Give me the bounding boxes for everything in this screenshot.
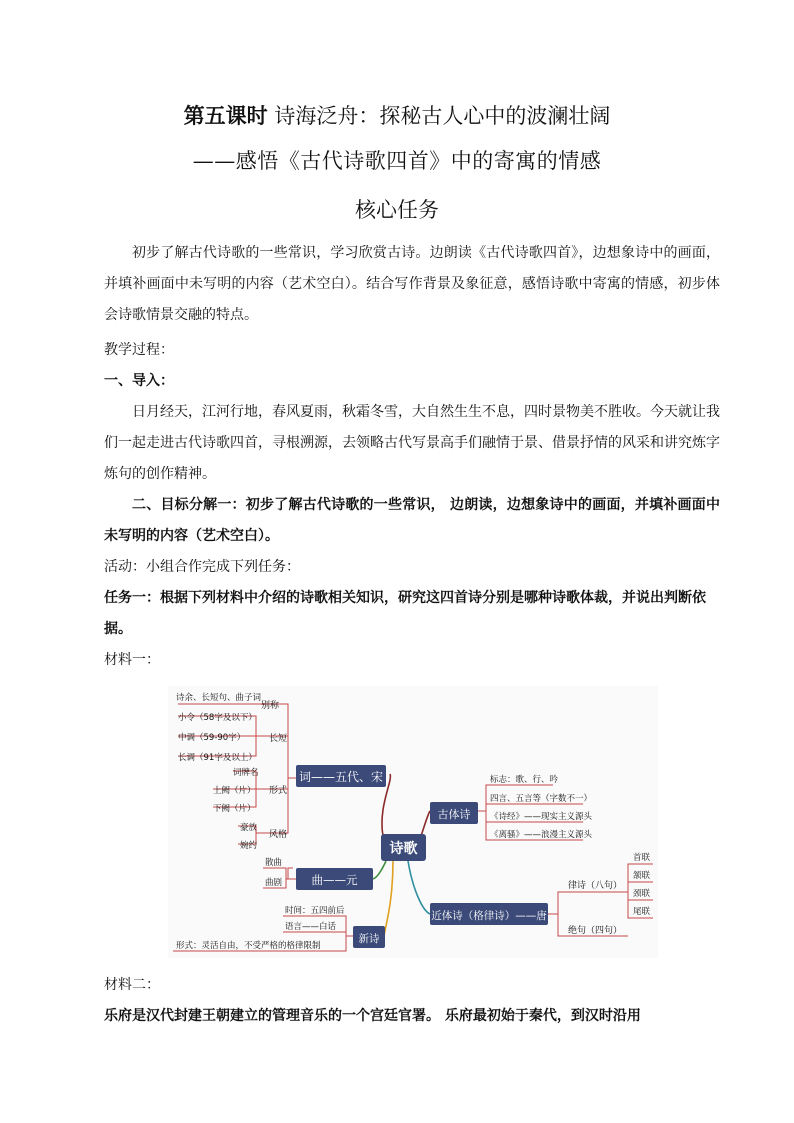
intro-paragraph: 初步了解古代诗歌的一些常识，学习欣赏古诗。边朗读《古代诗歌四首》，边想象诗中的画面，并填补画面中未写明的内容（艺术空白）。结合写作背景及象征意，感悟诗歌中寄寓的情感，初步体会诗歌情景交融的特点。 — [104, 245, 720, 323]
activity-line: 活动：小组合作完成下列任务： — [104, 559, 300, 575]
branch-xinshi-line — [384, 861, 393, 936]
material1-label: 材料一： — [104, 652, 160, 668]
xinshi-item-2: 语言——白话 — [285, 922, 337, 932]
ci-bieming: 别称 — [260, 701, 280, 711]
jinti-lvshi: 律诗（八句） — [568, 881, 623, 891]
lvshi-item-2: 颔联 — [633, 871, 651, 881]
guti-label: 古体诗 — [437, 808, 471, 821]
ci-fengge-1: 豪放 — [240, 823, 258, 833]
material2-label: 材料二： — [104, 977, 160, 993]
lesson-title — [0, 100, 794, 132]
section2-heading: 二、目标分解一：初步了解古代诗歌的一些常识， 边朗读，边想象诗中的画面，并填补画面中未写明的内容（艺术空白）。 — [104, 497, 720, 544]
ci-changduan-1: 小令（58字及以下） — [178, 713, 257, 723]
ci-xingshi-1: 词牌名 — [233, 768, 259, 778]
ci-label: 词——五代、宋 — [298, 770, 384, 784]
lvshi-item-3: 颈联 — [633, 889, 651, 899]
qu-label: 曲——元 — [311, 873, 358, 887]
branch-qu-line — [373, 861, 386, 879]
guti-item-3: 《诗经》——现实主义源头 — [490, 812, 593, 822]
xinshi-item-3: 形式：灵活自由，不受严格的格律限制 — [176, 941, 321, 951]
process-label-text: 教学过程： — [104, 342, 174, 358]
lesson-subtitle: ——感悟《古代诗歌四首》中的寄寓的情感 — [192, 149, 602, 173]
qu-item-2: 曲剧 — [265, 878, 283, 888]
ci-fengge: 风格 — [268, 830, 288, 840]
ci-fengge-2: 婉约 — [240, 841, 258, 851]
ci-bieming-val: 诗余、长短句、曲子词 — [176, 693, 262, 703]
section1-heading: 一、导入： — [104, 373, 174, 389]
lesson-number: 第五课时 — [183, 104, 268, 128]
qu-item-1: 散曲 — [265, 858, 283, 868]
guti-item-1: 标志：歌、行、吟 — [490, 775, 559, 785]
ci-xingshi: 形式 — [268, 786, 288, 796]
ci-changduan: 长短 — [268, 734, 288, 744]
center-label: 诗歌 — [389, 841, 418, 857]
jinti-label: 近体诗（格律诗）——唐 — [431, 910, 547, 922]
xinshi-item-1: 时间：五四前后 — [285, 906, 345, 916]
ci-changduan-2: 中调（59-90字） — [178, 733, 246, 743]
guti-item-4: 《离骚》——浪漫主义源头 — [490, 830, 593, 840]
task1-text: 任务一：根据下列材料中介绍的诗歌相关知识，研究这四首诗分别是哪种诗歌体裁，并说出判断依据。 — [104, 590, 706, 637]
lesson-main-title: 诗海泛舟：探秘古人心中的波澜壮阔 — [274, 104, 611, 128]
poetry-mindmap — [168, 686, 658, 958]
guti-item-2: 四言、五言等（字数不一） — [490, 794, 593, 804]
core-task-heading: 核心任务 — [355, 198, 439, 222]
material2-text: 乐府是汉代封建王朝建立的管理音乐的一个宫廷官署。 乐府最初始于秦代，到汉时沿用 — [104, 1008, 641, 1024]
ci-changduan-3: 长调（91字及以上） — [178, 753, 257, 763]
branch-guti-line — [421, 811, 430, 836]
section1-paragraph: 日月经天，江河行地，春风夏雨，秋霜冬雪，大自然生生不息，四时景物美不胜收。今天就让我们一起走进古代诗歌四首，寻根溯源，去领略古代写景高手们融情于景、借景抒情的风采和讲究炼字炼句的创作精神。 — [104, 404, 720, 482]
branch-jinti-line — [408, 861, 430, 914]
lvshi-item-1: 首联 — [633, 853, 651, 863]
lvshi-item-4: 尾联 — [633, 907, 651, 917]
xinshi-label: 新诗 — [358, 933, 380, 945]
ci-xingshi-2: 上阙（片） — [213, 786, 256, 796]
ci-xingshi-3: 下阙（片） — [213, 804, 256, 814]
jinti-jueju: 绝句（四句） — [568, 926, 623, 936]
process-label — [104, 335, 720, 366]
